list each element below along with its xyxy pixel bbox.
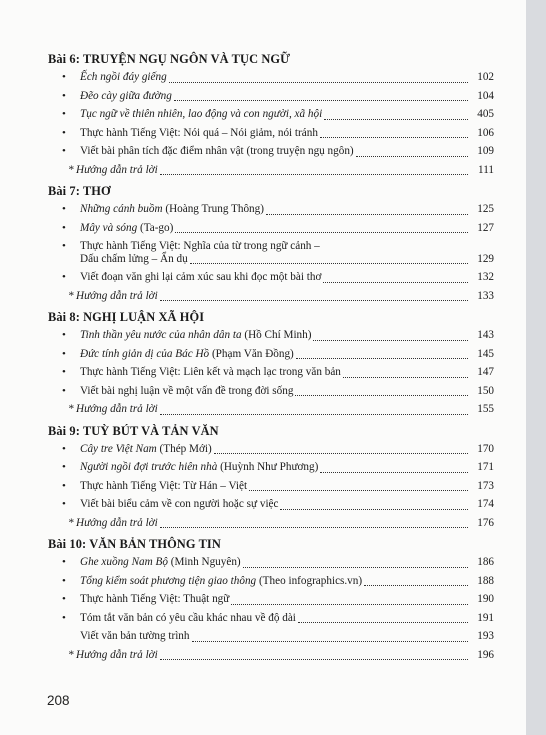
dot-leader [160, 414, 468, 415]
entry-title [76, 400, 158, 419]
entry-page-number: 147 [477, 366, 494, 378]
section-heading: Bài 9: TUỲ BÚT VÀ TẢN VĂN [48, 423, 219, 438]
dot-leader [231, 604, 468, 605]
entry-title-part: Hướng dẫn trả lời [76, 648, 158, 661]
bullet-icon: • [62, 498, 66, 510]
entry-title-part: Thực hành Tiếng Việt: Từ Hán – Việt [80, 479, 248, 492]
entry-page-number: 190 [477, 593, 494, 605]
entry-title [80, 345, 294, 364]
toc-entry[interactable] [48, 553, 494, 572]
toc-entry[interactable] [48, 590, 494, 609]
entry-title-part: Tóm tắt văn bản có yêu cầu khác nhau về độ dài [80, 611, 296, 624]
asterisk-marker: * [68, 163, 74, 176]
bullet-icon: • [62, 126, 66, 139]
entry-title-part: (Minh Nguyên) [167, 556, 241, 568]
dot-leader [160, 527, 468, 528]
entry-page-number: 129 [477, 252, 494, 265]
toc-entry[interactable] [48, 609, 494, 628]
entry-title [80, 268, 321, 287]
toc-entry[interactable] [48, 458, 494, 477]
dot-leader [160, 300, 468, 301]
entry-title-part: Ếch ngồi đáy giếng [80, 71, 167, 83]
entry-title-part: Tổng kiểm soát phương tiện giao thông [80, 574, 257, 587]
entry-title-part: Hướng dẫn trả lời [76, 403, 158, 415]
entry-title-part: Viết bài biểu cảm về con người hoặc sự việc [80, 498, 279, 510]
entry-title [80, 124, 318, 143]
dot-leader [298, 622, 468, 623]
entry-page-number: 102 [477, 71, 494, 83]
entry-title [80, 627, 190, 646]
dot-leader [324, 119, 468, 120]
entry-title-part: (Hồ Chí Minh) [241, 329, 312, 341]
entry-page-number: 111 [478, 163, 494, 176]
entry-title [80, 609, 296, 628]
bullet-icon: • [62, 71, 66, 83]
page-edge-shadow [526, 0, 546, 735]
entry-title [80, 458, 318, 477]
entry-page-number: 150 [477, 384, 494, 397]
entry-title [76, 287, 158, 306]
toc-entry[interactable] [48, 200, 494, 219]
bullet-icon: • [62, 89, 66, 102]
toc-entry[interactable] [48, 237, 494, 268]
toc-entry[interactable] [48, 514, 494, 533]
asterisk-marker: * [68, 648, 74, 661]
dot-leader [323, 282, 468, 283]
bullet-icon: • [62, 240, 66, 252]
entry-title-part: (Theo infographics.vn) [256, 574, 363, 587]
entry-title-part: Tinh thần yêu nước của nhân dân ta [80, 329, 242, 341]
toc-entry[interactable] [48, 87, 494, 106]
bullet-icon: • [62, 145, 66, 157]
dot-leader [320, 137, 468, 138]
toc-entry[interactable] [48, 477, 494, 496]
entry-title-part: Tục ngữ về thiên nhiên, lao động và con người, xã hội [80, 108, 323, 120]
entry-title-part: Những cánh buồm [80, 203, 163, 215]
entry-page-number: 127 [477, 221, 494, 234]
bullet-icon: • [62, 574, 66, 587]
entry-title-part: Đức tính giản dị của Bác Hồ [80, 347, 210, 360]
entry-title-part: (Phạm Văn Đồng) [209, 347, 294, 360]
bullet-icon: • [62, 203, 66, 215]
entry-page-number: 191 [477, 611, 494, 624]
dot-leader [190, 263, 468, 264]
bullet-icon: • [62, 461, 66, 473]
toc-entry[interactable] [48, 124, 494, 143]
entry-title-part: Thực hành Tiếng Việt: Nói quá – Nói giảm, nói tránh [80, 126, 318, 139]
toc-entry[interactable] [48, 142, 494, 161]
dot-leader [266, 214, 468, 215]
toc-entry[interactable] [48, 287, 494, 306]
table-of-contents [48, 50, 494, 664]
entry-page-number: 188 [477, 574, 494, 587]
entry-title-part: Thực hành Tiếng Việt: Liên kết và mạch lạc trong văn bản [80, 366, 341, 378]
toc-entry[interactable] [48, 572, 494, 591]
section-heading: Bài 6: TRUYỆN NGỤ NGÔN VÀ TỤC NGỮ [48, 52, 291, 66]
entry-title [76, 161, 158, 180]
entry-title-part: Viết văn bản tường trình [80, 630, 190, 642]
entry-page-number: 132 [477, 271, 494, 283]
entry-title-part: Viết bài phân tích đặc điểm nhân vật (trong truyện ngụ ngôn) [80, 145, 354, 157]
entry-page-number: 133 [477, 289, 494, 302]
toc-entry[interactable] [48, 326, 494, 345]
dot-leader [364, 585, 468, 586]
entry-title [76, 646, 158, 665]
asterisk-marker: * [68, 289, 74, 302]
entry-title [80, 142, 354, 161]
dot-leader [192, 641, 468, 642]
entry-title-continued: Dấu chấm lửng – Ẩn dụ [80, 253, 188, 265]
entry-title-part: Đẽo cày giữa đường [80, 89, 172, 102]
toc-entry[interactable] [48, 440, 494, 459]
entry-title-part: Hướng dẫn trả lời [76, 163, 158, 176]
dot-leader [243, 567, 468, 568]
entry-title [80, 382, 293, 401]
entry-page-number: 155 [477, 403, 494, 415]
bullet-icon: • [62, 329, 66, 341]
entry-page-number: 145 [477, 347, 494, 360]
dot-leader [175, 232, 468, 233]
toc-entry[interactable] [48, 382, 494, 401]
dot-leader [313, 340, 468, 341]
dot-leader [214, 453, 468, 454]
entry-title [80, 590, 229, 609]
entry-title [80, 553, 241, 572]
bullet-icon: • [62, 611, 66, 624]
entry-title-part: Thực hành Tiếng Việt: Nghĩa của từ trong ngữ cảnh – [80, 240, 320, 252]
entry-title [80, 105, 322, 124]
entry-page-number: 173 [477, 479, 494, 492]
section-heading: Bài 7: THƠ [48, 184, 111, 198]
bullet-icon: • [62, 271, 66, 283]
entry-title-part: Cây tre Việt Nam [80, 442, 157, 455]
toc-entry[interactable] [48, 68, 494, 87]
entry-title-part: Hướng dẫn trả lời [76, 516, 158, 529]
entry-title [80, 68, 167, 87]
dot-leader [343, 377, 468, 378]
toc-entry[interactable] [48, 268, 494, 287]
entry-title [80, 363, 341, 382]
entry-page-number: 405 [477, 108, 494, 120]
dot-leader [160, 174, 468, 175]
dot-leader [296, 358, 468, 359]
toc-entry[interactable] [48, 219, 494, 238]
entry-title-part: Viết bài nghị luận về một vấn đề trong đời sống [80, 384, 294, 397]
entry-page-number: 104 [477, 89, 494, 102]
entry-title [76, 514, 158, 533]
dot-leader [249, 490, 468, 491]
dot-leader [356, 156, 468, 157]
section-heading: Bài 8: NGHỊ LUẬN XÃ HỘI [48, 310, 205, 324]
bullet-icon: • [62, 221, 66, 234]
entry-title [80, 495, 278, 514]
entry-page-number: 106 [477, 126, 494, 139]
entry-page-number: 186 [477, 556, 494, 568]
entry-title [80, 440, 212, 459]
toc-entry[interactable] [48, 646, 494, 665]
toc-entry[interactable] [48, 345, 494, 364]
entry-title [80, 219, 173, 238]
entry-page-number: 125 [477, 203, 494, 215]
page-number: 208 [47, 693, 70, 708]
bullet-icon: • [62, 366, 66, 378]
bullet-icon: • [62, 108, 66, 120]
entry-title [80, 326, 311, 345]
dot-leader [280, 509, 468, 510]
entry-title-part: (Ta-go) [137, 221, 174, 234]
entry-page-number: 109 [477, 145, 494, 157]
entry-page-number: 193 [477, 630, 494, 642]
bullet-icon: • [62, 384, 66, 397]
entry-title-part: (Thép Mới) [156, 442, 212, 455]
entry-title-part: Hướng dẫn trả lời [76, 289, 158, 302]
entry-page-number: 196 [477, 648, 494, 661]
dot-leader [169, 82, 468, 83]
entry-title-part: Người ngồi đợi trước hiên nhà [80, 461, 218, 473]
entry-title [80, 200, 264, 219]
entry-title-part: (Hoàng Trung Thông) [162, 203, 264, 215]
entry-title-part: (Huỳnh Như Phương) [217, 461, 319, 473]
entry-title-part: Mây và sóng [80, 221, 138, 234]
entry-page-number: 176 [477, 516, 494, 529]
entry-title [80, 87, 172, 106]
toc-entry[interactable] [48, 363, 494, 382]
toc-entry[interactable] [48, 627, 494, 646]
entry-page-number: 170 [477, 442, 494, 455]
toc-entry[interactable] [48, 161, 494, 180]
entry-page-number: 174 [477, 498, 494, 510]
dot-leader [174, 100, 468, 101]
entry-page-number: 143 [477, 329, 494, 341]
entry-title [80, 477, 247, 496]
entry-title [80, 572, 362, 591]
entry-title-part: Ghe xuồng Nam Bộ [80, 556, 168, 568]
section-heading: Bài 10: VĂN BẢN THÔNG TIN [48, 537, 221, 551]
toc-entry[interactable] [48, 400, 494, 419]
asterisk-marker: * [68, 403, 74, 415]
dot-leader [160, 659, 468, 660]
asterisk-marker: * [68, 516, 74, 529]
dot-leader [320, 472, 468, 473]
entry-title-part: Thực hành Tiếng Việt: Thuật ngữ [80, 593, 230, 605]
bullet-icon: • [62, 347, 66, 360]
bullet-icon: • [62, 556, 66, 568]
dot-leader [295, 395, 468, 396]
entry-title-part: Viết đoạn văn ghi lại cảm xúc sau khi đọc một bài thơ [80, 271, 322, 283]
bullet-icon: • [62, 442, 66, 455]
toc-entry[interactable] [48, 495, 494, 514]
toc-entry[interactable] [48, 105, 494, 124]
entry-page-number: 171 [477, 461, 494, 473]
bullet-icon: • [62, 593, 66, 605]
bullet-icon: • [62, 479, 66, 492]
